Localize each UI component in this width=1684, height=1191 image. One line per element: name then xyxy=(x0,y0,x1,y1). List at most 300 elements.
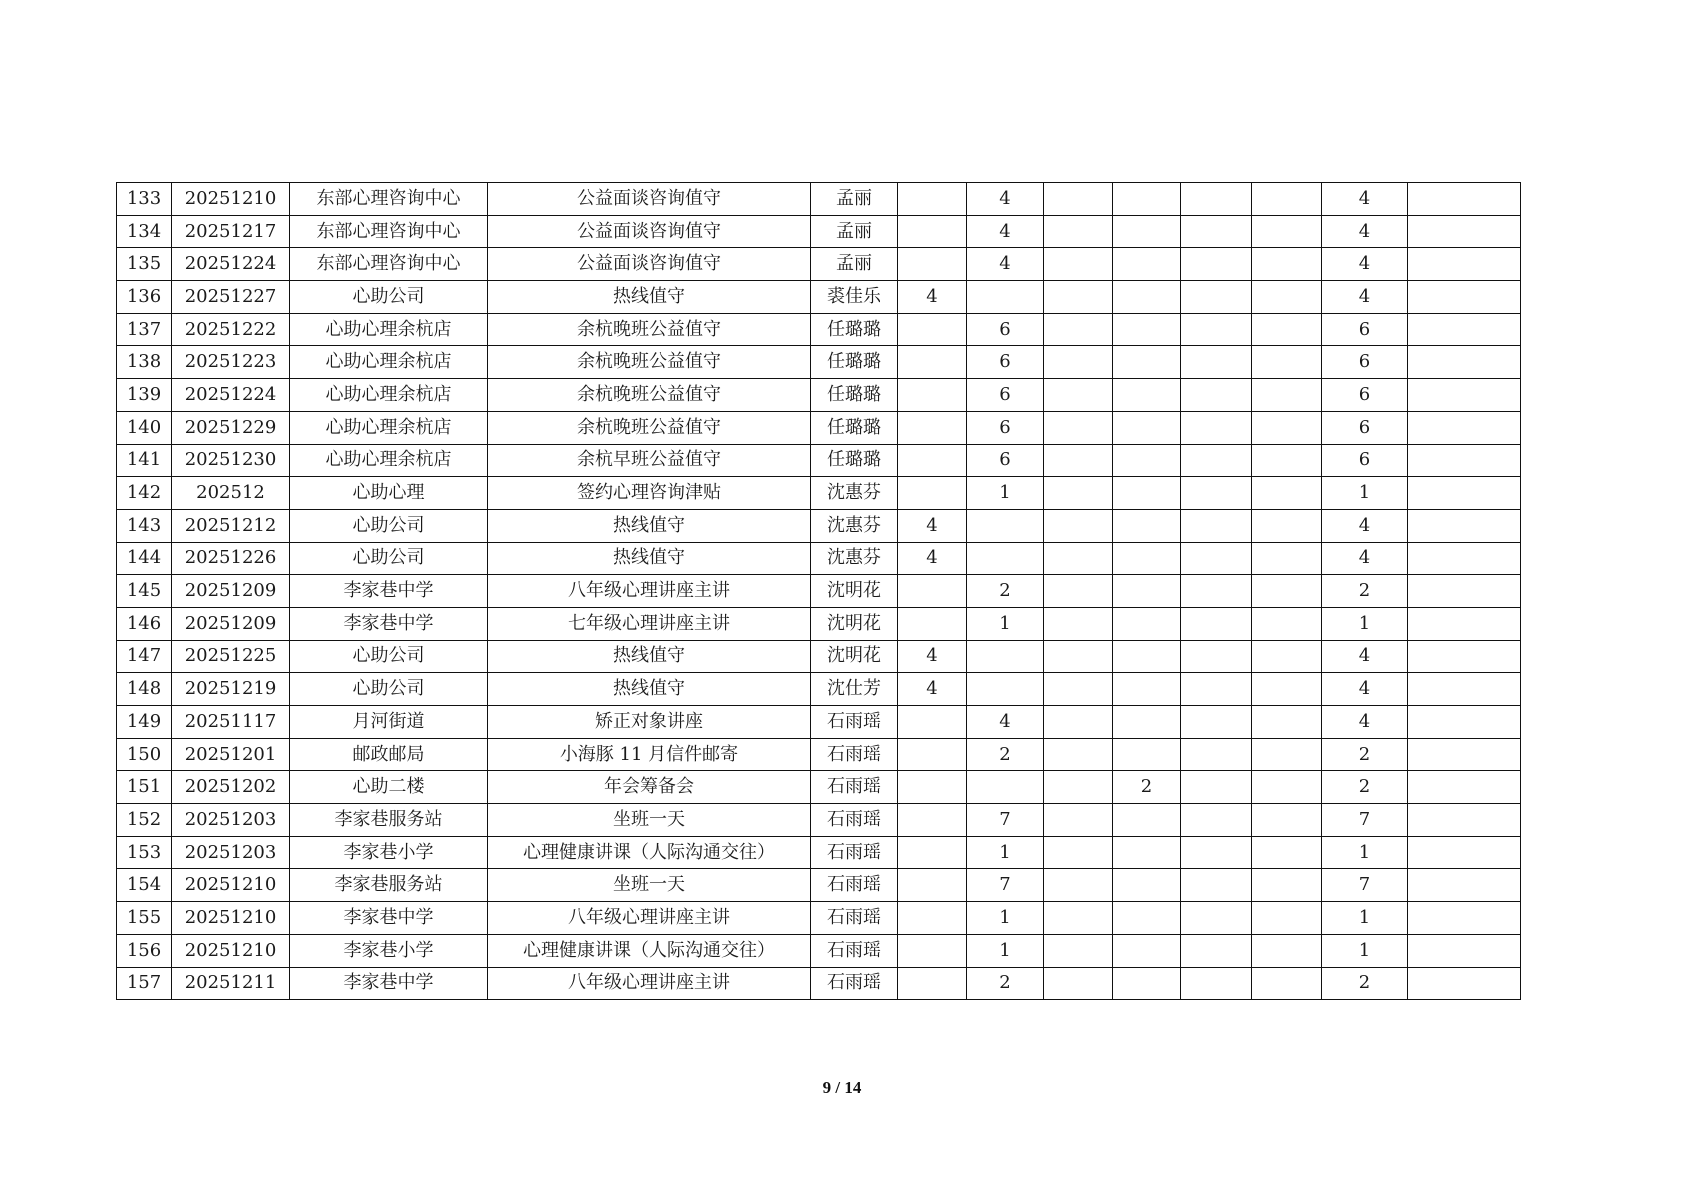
table-row xyxy=(117,706,1521,739)
cell-location: 李家巷中学 xyxy=(290,967,488,1000)
cell-remark xyxy=(1408,542,1521,575)
cell-person: 石雨瑶 xyxy=(811,738,898,771)
cell-person: 孟丽 xyxy=(811,248,898,281)
table-row xyxy=(117,379,1521,412)
cell-hours-d xyxy=(1113,346,1181,379)
cell-hours-d xyxy=(1113,836,1181,869)
cell-serial-number: 144 xyxy=(117,542,172,575)
cell-hours-b xyxy=(967,640,1044,673)
cell-hours-b: 1 xyxy=(967,934,1044,967)
page-number: 9 / 14 xyxy=(822,1078,862,1097)
cell-remark xyxy=(1408,509,1521,542)
cell-serial-number: 141 xyxy=(117,444,172,477)
cell-hours-e xyxy=(1181,183,1252,216)
cell-hours-d xyxy=(1113,281,1181,314)
cell-hours-e xyxy=(1181,607,1252,640)
cell-date: 20251210 xyxy=(172,869,290,902)
cell-date: 20251229 xyxy=(172,411,290,444)
cell-hours-a xyxy=(898,706,967,739)
cell-date: 20251212 xyxy=(172,509,290,542)
cell-hours-f xyxy=(1252,771,1322,804)
cell-hours-c xyxy=(1044,313,1113,346)
cell-remark xyxy=(1408,738,1521,771)
cell-hours-b xyxy=(967,542,1044,575)
table-row xyxy=(117,934,1521,967)
cell-hours-b: 4 xyxy=(967,183,1044,216)
cell-hours-d xyxy=(1113,738,1181,771)
cell-hours-c xyxy=(1044,804,1113,837)
cell-hours-e xyxy=(1181,379,1252,412)
cell-hours-f xyxy=(1252,248,1322,281)
cell-remark xyxy=(1408,281,1521,314)
cell-location: 心助心理余杭店 xyxy=(290,346,488,379)
cell-hours-a xyxy=(898,411,967,444)
cell-person: 沈仕芳 xyxy=(811,673,898,706)
cell-hours-b: 6 xyxy=(967,444,1044,477)
cell-hours-b xyxy=(967,509,1044,542)
cell-date: 20251117 xyxy=(172,706,290,739)
cell-remark xyxy=(1408,575,1521,608)
cell-remark xyxy=(1408,804,1521,837)
cell-hours-d xyxy=(1113,804,1181,837)
cell-total: 4 xyxy=(1322,183,1408,216)
cell-hours-c xyxy=(1044,934,1113,967)
cell-hours-b: 2 xyxy=(967,738,1044,771)
cell-hours-e xyxy=(1181,313,1252,346)
cell-hours-f xyxy=(1252,738,1322,771)
cell-serial-number: 136 xyxy=(117,281,172,314)
cell-location: 月河街道 xyxy=(290,706,488,739)
cell-hours-f xyxy=(1252,542,1322,575)
cell-date: 20251201 xyxy=(172,738,290,771)
cell-location: 李家巷中学 xyxy=(290,607,488,640)
cell-hours-f xyxy=(1252,509,1322,542)
cell-hours-c xyxy=(1044,706,1113,739)
cell-remark xyxy=(1408,477,1521,510)
cell-activity: 签约心理咨询津贴 xyxy=(488,477,811,510)
cell-location: 心助公司 xyxy=(290,673,488,706)
cell-location: 心助二楼 xyxy=(290,771,488,804)
cell-hours-a: 4 xyxy=(898,542,967,575)
cell-hours-a xyxy=(898,477,967,510)
cell-remark xyxy=(1408,607,1521,640)
cell-hours-e xyxy=(1181,738,1252,771)
cell-location: 邮政邮局 xyxy=(290,738,488,771)
cell-date: 20251230 xyxy=(172,444,290,477)
cell-person: 任璐璐 xyxy=(811,411,898,444)
cell-hours-b: 1 xyxy=(967,477,1044,510)
cell-hours-f xyxy=(1252,706,1322,739)
cell-date: 20251209 xyxy=(172,607,290,640)
cell-date: 20251225 xyxy=(172,640,290,673)
cell-activity: 热线值守 xyxy=(488,673,811,706)
cell-total: 4 xyxy=(1322,640,1408,673)
cell-remark xyxy=(1408,215,1521,248)
cell-date: 20251222 xyxy=(172,313,290,346)
cell-hours-b: 6 xyxy=(967,313,1044,346)
cell-hours-c xyxy=(1044,738,1113,771)
cell-location: 心助公司 xyxy=(290,509,488,542)
cell-serial-number: 142 xyxy=(117,477,172,510)
table-row xyxy=(117,673,1521,706)
cell-total: 4 xyxy=(1322,281,1408,314)
cell-hours-d xyxy=(1113,215,1181,248)
cell-hours-f xyxy=(1252,967,1322,1000)
cell-hours-a xyxy=(898,607,967,640)
cell-date: 20251210 xyxy=(172,183,290,216)
cell-hours-e xyxy=(1181,836,1252,869)
cell-hours-a xyxy=(898,836,967,869)
cell-location: 心助心理余杭店 xyxy=(290,444,488,477)
cell-hours-c xyxy=(1044,248,1113,281)
cell-hours-c xyxy=(1044,575,1113,608)
cell-date: 202512 xyxy=(172,477,290,510)
cell-remark xyxy=(1408,444,1521,477)
cell-hours-f xyxy=(1252,313,1322,346)
cell-person: 沈惠芬 xyxy=(811,542,898,575)
cell-hours-d xyxy=(1113,477,1181,510)
cell-hours-f xyxy=(1252,575,1322,608)
cell-hours-a: 4 xyxy=(898,640,967,673)
cell-location: 东部心理咨询中心 xyxy=(290,183,488,216)
cell-total: 4 xyxy=(1322,215,1408,248)
cell-activity: 心理健康讲课（人际沟通交往） xyxy=(488,934,811,967)
cell-hours-c xyxy=(1044,836,1113,869)
cell-activity: 公益面谈咨询值守 xyxy=(488,183,811,216)
cell-total: 6 xyxy=(1322,346,1408,379)
cell-location: 心助公司 xyxy=(290,281,488,314)
cell-person: 石雨瑶 xyxy=(811,836,898,869)
table-row xyxy=(117,967,1521,1000)
cell-location: 心助心理余杭店 xyxy=(290,313,488,346)
cell-hours-a xyxy=(898,869,967,902)
cell-serial-number: 133 xyxy=(117,183,172,216)
cell-total: 6 xyxy=(1322,313,1408,346)
cell-hours-f xyxy=(1252,183,1322,216)
cell-hours-d xyxy=(1113,575,1181,608)
cell-hours-c xyxy=(1044,542,1113,575)
cell-hours-f xyxy=(1252,379,1322,412)
cell-hours-c xyxy=(1044,215,1113,248)
cell-total: 4 xyxy=(1322,509,1408,542)
cell-hours-c xyxy=(1044,673,1113,706)
cell-date: 20251210 xyxy=(172,934,290,967)
cell-total: 4 xyxy=(1322,248,1408,281)
cell-activity: 八年级心理讲座主讲 xyxy=(488,902,811,935)
table-row xyxy=(117,411,1521,444)
cell-total: 2 xyxy=(1322,771,1408,804)
table-row xyxy=(117,836,1521,869)
cell-hours-c xyxy=(1044,509,1113,542)
cell-serial-number: 157 xyxy=(117,967,172,1000)
cell-serial-number: 150 xyxy=(117,738,172,771)
cell-activity: 七年级心理讲座主讲 xyxy=(488,607,811,640)
cell-location: 李家巷小学 xyxy=(290,836,488,869)
cell-location: 心助心理余杭店 xyxy=(290,379,488,412)
cell-hours-b xyxy=(967,771,1044,804)
cell-hours-d xyxy=(1113,509,1181,542)
table-row xyxy=(117,444,1521,477)
cell-person: 任璐璐 xyxy=(811,379,898,412)
cell-hours-a xyxy=(898,183,967,216)
cell-hours-c xyxy=(1044,869,1113,902)
cell-hours-e xyxy=(1181,248,1252,281)
cell-activity: 余杭晚班公益值守 xyxy=(488,411,811,444)
cell-hours-a xyxy=(898,771,967,804)
cell-hours-b: 1 xyxy=(967,902,1044,935)
cell-total: 1 xyxy=(1322,836,1408,869)
cell-hours-a xyxy=(898,248,967,281)
cell-remark xyxy=(1408,411,1521,444)
cell-hours-d xyxy=(1113,607,1181,640)
cell-activity: 心理健康讲课（人际沟通交往） xyxy=(488,836,811,869)
cell-hours-a xyxy=(898,444,967,477)
cell-activity: 余杭晚班公益值守 xyxy=(488,346,811,379)
cell-person: 任璐璐 xyxy=(811,313,898,346)
cell-total: 4 xyxy=(1322,706,1408,739)
cell-hours-b xyxy=(967,673,1044,706)
cell-date: 20251210 xyxy=(172,902,290,935)
cell-activity: 热线值守 xyxy=(488,281,811,314)
cell-hours-b: 4 xyxy=(967,248,1044,281)
cell-person: 石雨瑶 xyxy=(811,869,898,902)
cell-hours-d xyxy=(1113,542,1181,575)
cell-remark xyxy=(1408,706,1521,739)
cell-location: 东部心理咨询中心 xyxy=(290,215,488,248)
table-row xyxy=(117,248,1521,281)
cell-hours-b: 6 xyxy=(967,346,1044,379)
cell-person: 沈明花 xyxy=(811,640,898,673)
cell-hours-f xyxy=(1252,281,1322,314)
cell-hours-e xyxy=(1181,542,1252,575)
cell-total: 6 xyxy=(1322,379,1408,412)
cell-total: 7 xyxy=(1322,869,1408,902)
cell-hours-f xyxy=(1252,477,1322,510)
cell-activity: 年会筹备会 xyxy=(488,771,811,804)
cell-hours-d xyxy=(1113,411,1181,444)
cell-hours-d: 2 xyxy=(1113,771,1181,804)
cell-hours-e xyxy=(1181,673,1252,706)
cell-serial-number: 151 xyxy=(117,771,172,804)
cell-hours-e xyxy=(1181,509,1252,542)
cell-person: 石雨瑶 xyxy=(811,967,898,1000)
cell-serial-number: 147 xyxy=(117,640,172,673)
cell-hours-e xyxy=(1181,444,1252,477)
cell-activity: 坐班一天 xyxy=(488,804,811,837)
cell-hours-f xyxy=(1252,640,1322,673)
table-row xyxy=(117,183,1521,216)
cell-hours-a: 4 xyxy=(898,281,967,314)
cell-date: 20251209 xyxy=(172,575,290,608)
cell-serial-number: 152 xyxy=(117,804,172,837)
table-row xyxy=(117,215,1521,248)
cell-hours-f xyxy=(1252,444,1322,477)
cell-hours-a xyxy=(898,313,967,346)
cell-serial-number: 137 xyxy=(117,313,172,346)
table-row xyxy=(117,869,1521,902)
cell-remark xyxy=(1408,771,1521,804)
table-row xyxy=(117,902,1521,935)
cell-activity: 坐班一天 xyxy=(488,869,811,902)
cell-hours-b: 2 xyxy=(967,967,1044,1000)
cell-serial-number: 154 xyxy=(117,869,172,902)
cell-activity: 公益面谈咨询值守 xyxy=(488,248,811,281)
cell-date: 20251211 xyxy=(172,967,290,1000)
cell-hours-f xyxy=(1252,346,1322,379)
cell-hours-e xyxy=(1181,902,1252,935)
cell-hours-d xyxy=(1113,640,1181,673)
cell-hours-e xyxy=(1181,706,1252,739)
cell-activity: 余杭晚班公益值守 xyxy=(488,313,811,346)
volunteer-hours-table xyxy=(116,182,1521,1000)
cell-hours-c xyxy=(1044,477,1113,510)
cell-hours-a xyxy=(898,379,967,412)
cell-hours-d xyxy=(1113,869,1181,902)
cell-hours-b: 4 xyxy=(967,706,1044,739)
cell-remark xyxy=(1408,183,1521,216)
cell-total: 6 xyxy=(1322,411,1408,444)
cell-person: 孟丽 xyxy=(811,215,898,248)
cell-hours-c xyxy=(1044,640,1113,673)
cell-hours-d xyxy=(1113,673,1181,706)
cell-total: 7 xyxy=(1322,804,1408,837)
cell-hours-c xyxy=(1044,183,1113,216)
cell-person: 任璐璐 xyxy=(811,444,898,477)
cell-hours-b: 6 xyxy=(967,411,1044,444)
cell-activity: 余杭晚班公益值守 xyxy=(488,379,811,412)
cell-total: 4 xyxy=(1322,673,1408,706)
cell-date: 20251203 xyxy=(172,804,290,837)
cell-activity: 余杭早班公益值守 xyxy=(488,444,811,477)
cell-hours-e xyxy=(1181,967,1252,1000)
cell-activity: 热线值守 xyxy=(488,542,811,575)
cell-activity: 公益面谈咨询值守 xyxy=(488,215,811,248)
cell-hours-a xyxy=(898,575,967,608)
cell-remark xyxy=(1408,869,1521,902)
cell-hours-d xyxy=(1113,444,1181,477)
cell-serial-number: 149 xyxy=(117,706,172,739)
cell-remark xyxy=(1408,248,1521,281)
cell-serial-number: 134 xyxy=(117,215,172,248)
cell-serial-number: 139 xyxy=(117,379,172,412)
cell-total: 1 xyxy=(1322,934,1408,967)
cell-hours-f xyxy=(1252,673,1322,706)
cell-total: 2 xyxy=(1322,575,1408,608)
cell-hours-f xyxy=(1252,804,1322,837)
cell-location: 东部心理咨询中心 xyxy=(290,248,488,281)
cell-hours-f xyxy=(1252,607,1322,640)
cell-activity: 小海豚 11 月信件邮寄 xyxy=(488,738,811,771)
cell-serial-number: 140 xyxy=(117,411,172,444)
cell-date: 20251226 xyxy=(172,542,290,575)
cell-person: 沈明花 xyxy=(811,575,898,608)
cell-hours-a xyxy=(898,346,967,379)
table-row xyxy=(117,575,1521,608)
cell-location: 李家巷服务站 xyxy=(290,804,488,837)
cell-remark xyxy=(1408,673,1521,706)
cell-location: 心助公司 xyxy=(290,640,488,673)
cell-serial-number: 143 xyxy=(117,509,172,542)
cell-hours-b: 1 xyxy=(967,607,1044,640)
cell-person: 石雨瑶 xyxy=(811,706,898,739)
cell-date: 20251224 xyxy=(172,248,290,281)
table-row xyxy=(117,738,1521,771)
cell-person: 石雨瑶 xyxy=(811,902,898,935)
cell-date: 20251217 xyxy=(172,215,290,248)
table-row xyxy=(117,640,1521,673)
cell-date: 20251203 xyxy=(172,836,290,869)
cell-hours-e xyxy=(1181,640,1252,673)
table-row xyxy=(117,313,1521,346)
cell-hours-b: 2 xyxy=(967,575,1044,608)
cell-person: 石雨瑶 xyxy=(811,804,898,837)
cell-activity: 热线值守 xyxy=(488,509,811,542)
table-row xyxy=(117,477,1521,510)
cell-total: 2 xyxy=(1322,738,1408,771)
cell-person: 石雨瑶 xyxy=(811,934,898,967)
cell-serial-number: 155 xyxy=(117,902,172,935)
cell-location: 心助公司 xyxy=(290,542,488,575)
cell-date: 20251219 xyxy=(172,673,290,706)
cell-hours-d xyxy=(1113,967,1181,1000)
cell-hours-e xyxy=(1181,804,1252,837)
cell-person: 裘佳乐 xyxy=(811,281,898,314)
cell-total: 4 xyxy=(1322,542,1408,575)
cell-hours-c xyxy=(1044,902,1113,935)
cell-remark xyxy=(1408,346,1521,379)
cell-person: 任璐璐 xyxy=(811,346,898,379)
cell-hours-f xyxy=(1252,902,1322,935)
cell-hours-b: 4 xyxy=(967,215,1044,248)
cell-date: 20251224 xyxy=(172,379,290,412)
cell-hours-d xyxy=(1113,248,1181,281)
table-row xyxy=(117,346,1521,379)
cell-person: 孟丽 xyxy=(811,183,898,216)
cell-hours-f xyxy=(1252,869,1322,902)
cell-person: 沈明花 xyxy=(811,607,898,640)
table-row xyxy=(117,771,1521,804)
cell-total: 2 xyxy=(1322,967,1408,1000)
cell-hours-b: 7 xyxy=(967,804,1044,837)
cell-hours-e xyxy=(1181,411,1252,444)
cell-total: 1 xyxy=(1322,607,1408,640)
cell-hours-a xyxy=(898,934,967,967)
cell-serial-number: 156 xyxy=(117,934,172,967)
cell-remark xyxy=(1408,934,1521,967)
cell-hours-c xyxy=(1044,411,1113,444)
cell-hours-c xyxy=(1044,379,1113,412)
cell-hours-a xyxy=(898,738,967,771)
cell-serial-number: 138 xyxy=(117,346,172,379)
cell-hours-a xyxy=(898,967,967,1000)
cell-hours-e xyxy=(1181,346,1252,379)
cell-remark xyxy=(1408,902,1521,935)
cell-location: 李家巷中学 xyxy=(290,902,488,935)
cell-activity: 热线值守 xyxy=(488,640,811,673)
cell-total: 1 xyxy=(1322,477,1408,510)
cell-hours-e xyxy=(1181,575,1252,608)
cell-total: 6 xyxy=(1322,444,1408,477)
cell-date: 20251227 xyxy=(172,281,290,314)
cell-serial-number: 145 xyxy=(117,575,172,608)
cell-hours-e xyxy=(1181,771,1252,804)
cell-hours-c xyxy=(1044,281,1113,314)
cell-serial-number: 148 xyxy=(117,673,172,706)
cell-hours-d xyxy=(1113,379,1181,412)
table-row xyxy=(117,542,1521,575)
cell-hours-e xyxy=(1181,869,1252,902)
cell-serial-number: 146 xyxy=(117,607,172,640)
